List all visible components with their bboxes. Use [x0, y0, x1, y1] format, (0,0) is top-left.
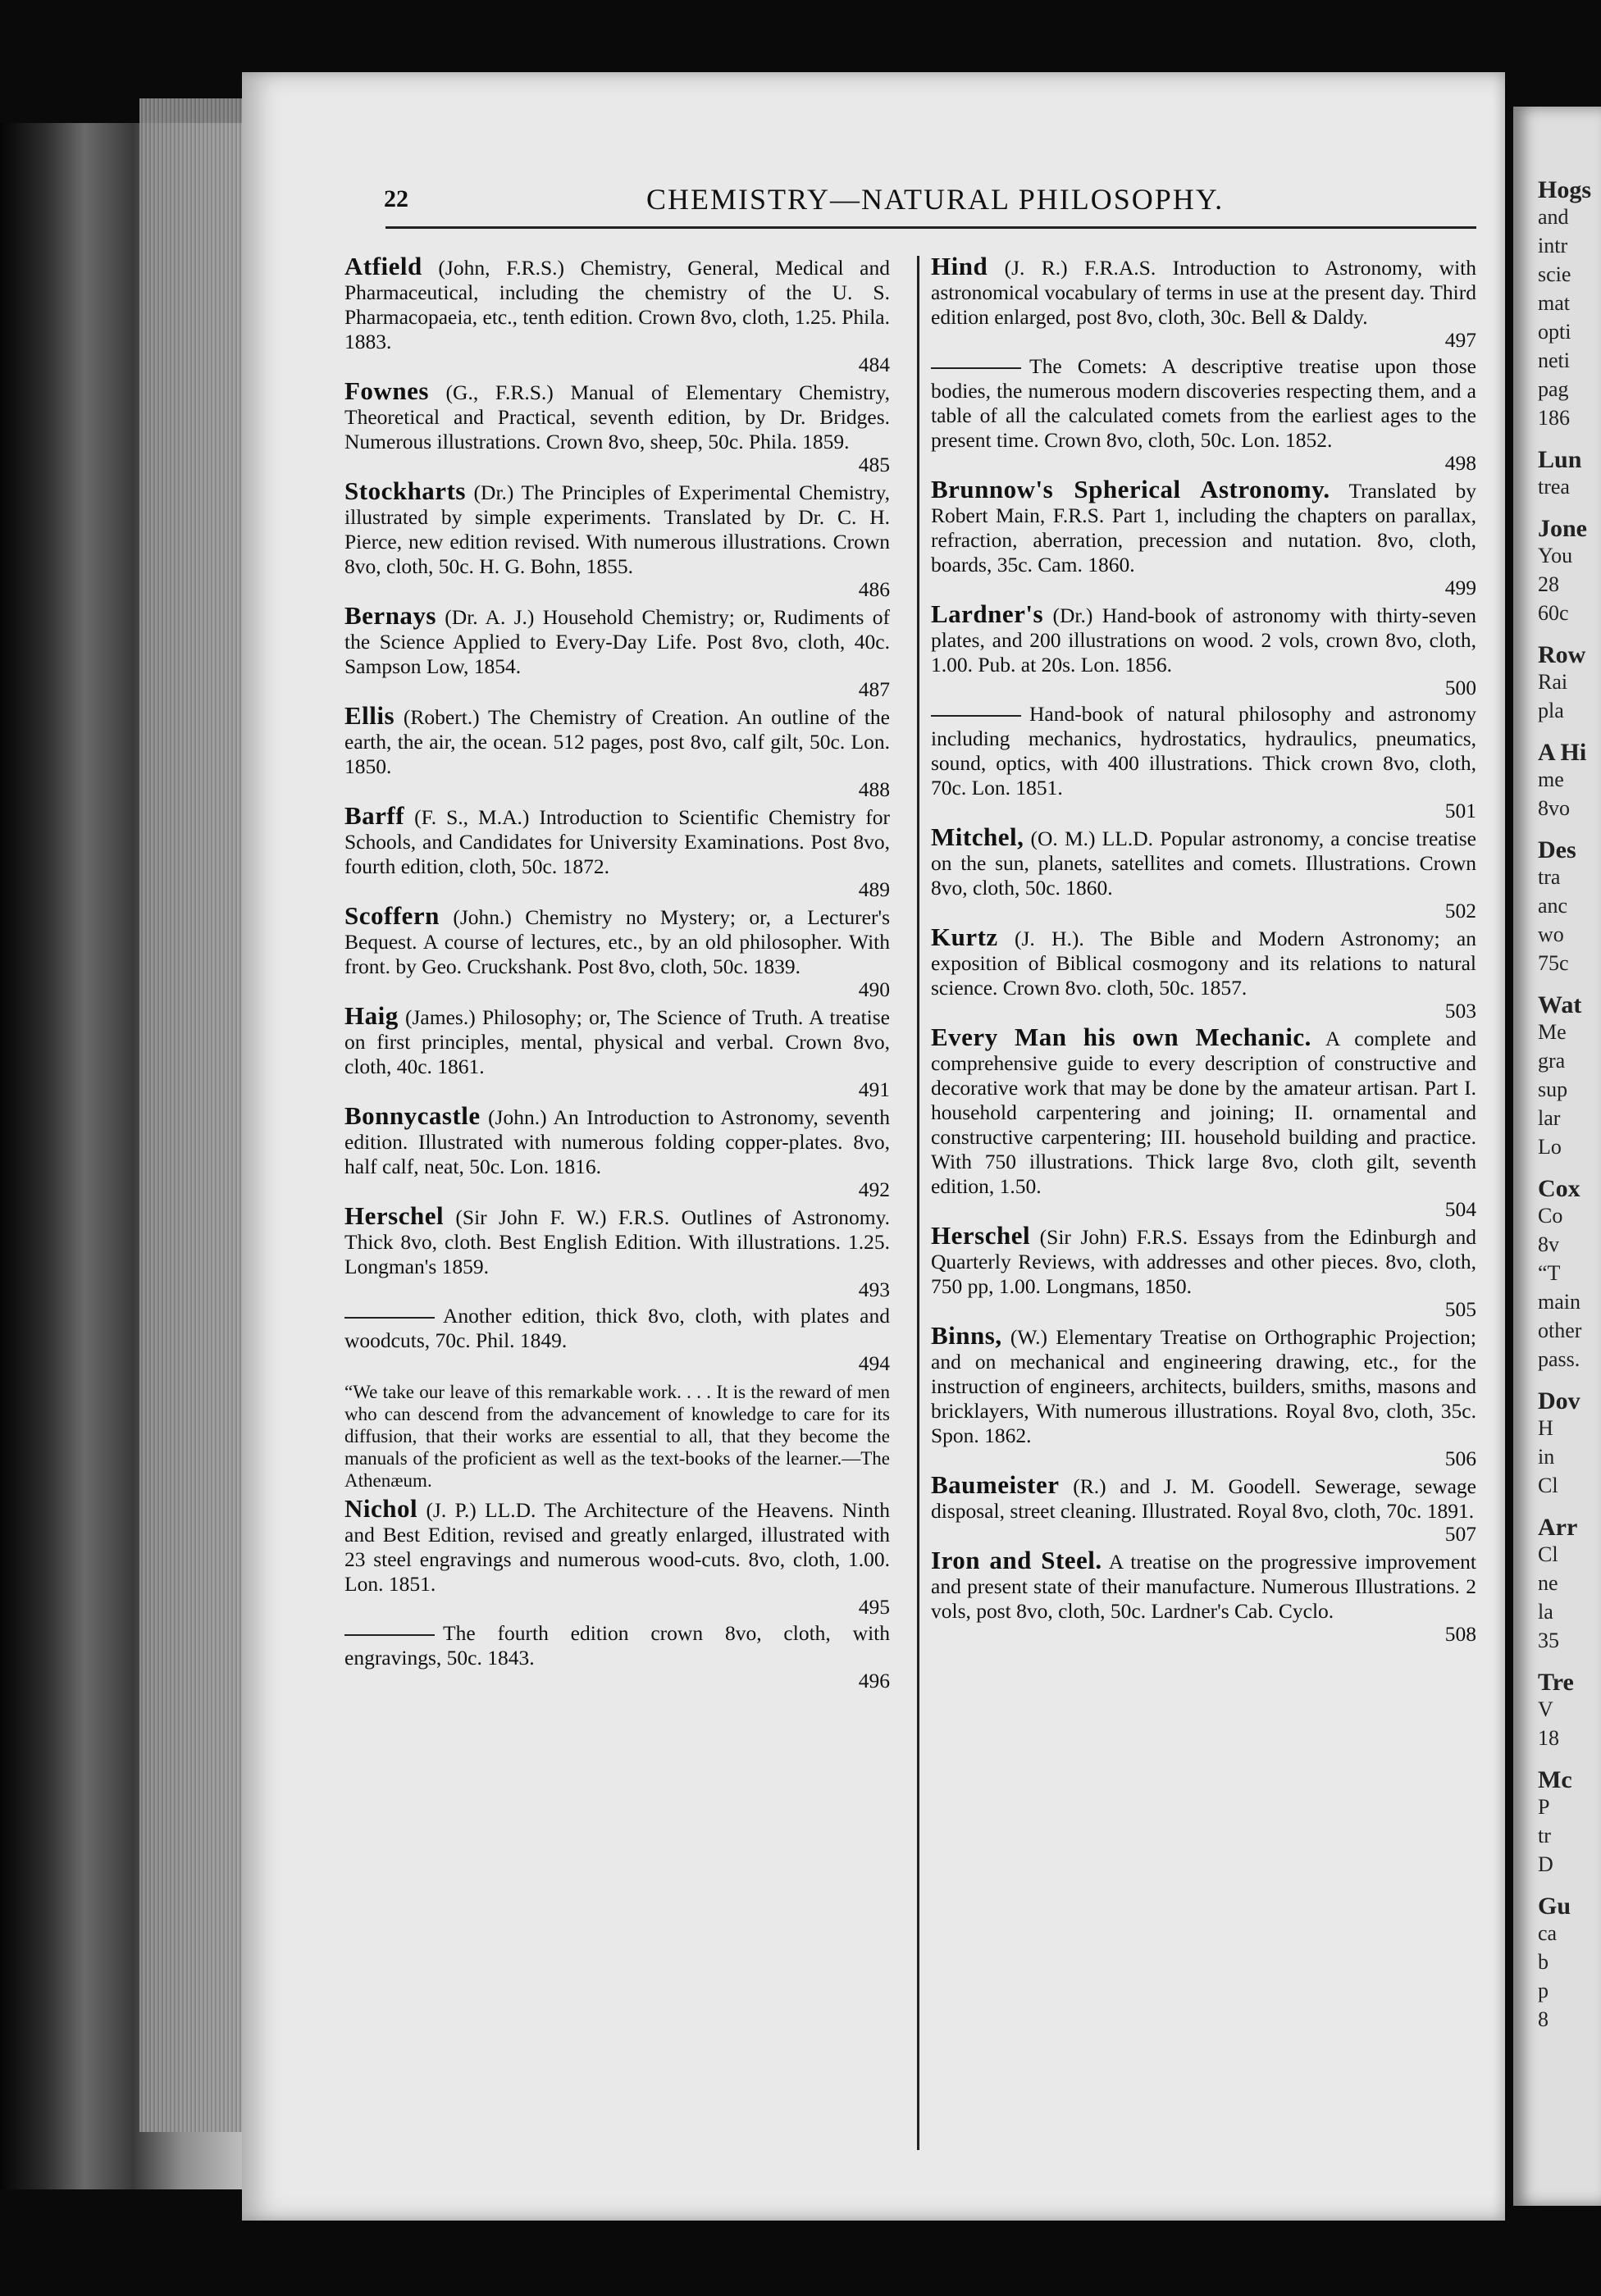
- entry-text: [344, 376, 891, 454]
- entry-description: (R.) and J. M. Goodell. Sewerage, sewage disposal, street cleaning. Illustrated. Royal 8vo, cloth, 70c. 1891.: [931, 1474, 1477, 1523]
- adjacent-page-fragment: mat: [1538, 291, 1570, 315]
- catalog-entry: [344, 701, 890, 802]
- entry-text: [931, 822, 1477, 900]
- adjacent-page-fragment: Co: [1538, 1204, 1563, 1228]
- catalog-entry: [931, 1470, 1477, 1547]
- adjacent-page-fragment: scie: [1538, 262, 1571, 286]
- catalog-entry: [344, 1496, 890, 1620]
- adjacent-page-fragment: me: [1538, 768, 1564, 791]
- adjacent-page-fragment: Tre: [1538, 1669, 1574, 1696]
- page-edges: [139, 98, 242, 2132]
- entry-text: [931, 1323, 1476, 1448]
- adjacent-page-fragment: ne: [1538, 1571, 1558, 1595]
- entry-number: 489: [858, 877, 890, 901]
- entry-number: 491: [858, 1077, 890, 1101]
- entry-author: Herschel: [931, 1221, 1031, 1250]
- entry-description: (J. H.). The Bible and Modern Astronomy; an exposition of Biblical cosmogony and its relations to natural science. Crown 8vo. cloth, 50c. 1857.: [931, 927, 1476, 1000]
- entry-description: (W.) Elementary Treatise on Orthographic Projection; and on mechanical and engineering drawing, etc., for the instruction of engineers, architects, builders, smiths, masons and bricklayers, With numerous illustrations. Royal 8vo, cloth, 35c. Spon. 1862.: [931, 1325, 1476, 1447]
- ditto-rule: [931, 715, 1021, 717]
- entry-description: (G., F.R.S.) Manual of Elementary Chemistry, Theoretical and Practical, seventh edition, by Dr. Bridges. Numerous illustrations. Crown 8vo, sheep, 50c. Phila. 1859.: [344, 380, 891, 453]
- entry-description: (Robert.) The Chemistry of Creation. An outline of the earth, the air, the ocean. 512 pages, post 8vo, calf gilt, 50c. Lon. 1850.: [344, 705, 890, 778]
- catalog-entry: [931, 922, 1476, 1023]
- entry-description: (J. P.) LL.D. The Architecture of the Heavens. Ninth and Best Edition, revised and greatly enlarged, illustrated with 23 steel engravings and numerous wood-cuts. 8vo, cloth, 1.00. Lon. 1851.: [344, 1498, 891, 1596]
- adjacent-page-fragment: main: [1538, 1290, 1580, 1314]
- entry-author: Bonnycastle: [344, 1101, 481, 1130]
- entry-number: 507: [1444, 1522, 1476, 1546]
- adjacent-page-fragment: 8: [1538, 2007, 1549, 2031]
- entry-author: Kurtz: [931, 922, 998, 951]
- adjacent-page-fragment: opti: [1538, 320, 1571, 344]
- left-column: [344, 254, 890, 1695]
- entry-number: 486: [858, 577, 890, 601]
- adjacent-page-fragment: 186: [1538, 406, 1570, 430]
- review-quote: “We take our leave of this remarkable work. . . . It is the reward of men who can descend from the advancement of knowledge to care for its diffusion, that their works are essential to all, that they become the manuals of the proficient as well as the text-books of the learner.—The Athenæum.: [344, 1382, 890, 1491]
- adjacent-page-fragment: la: [1538, 1600, 1553, 1624]
- entry-text: [344, 254, 890, 354]
- adjacent-page-fragment: Row: [1538, 641, 1586, 668]
- entry-number: 499: [1444, 576, 1476, 599]
- catalog-entry: [344, 1304, 890, 1376]
- adjacent-page-fragment: pag: [1538, 377, 1569, 401]
- adjacent-page-fragment: 18: [1538, 1726, 1559, 1750]
- entry-text: [344, 701, 890, 779]
- entry-text: [344, 801, 891, 879]
- entry-author: Binns,: [931, 1321, 1002, 1350]
- catalog-entry: [344, 1201, 891, 1302]
- adjacent-page-fragment: Cl: [1538, 1542, 1558, 1566]
- adjacent-page-fragment: Mc: [1538, 1766, 1572, 1793]
- entry-text: [344, 901, 890, 979]
- entry-text: [931, 702, 1476, 800]
- entry-text: [931, 1025, 1476, 1199]
- adjacent-page-fragment: Rai: [1538, 670, 1568, 694]
- entry-number: 502: [1444, 899, 1476, 922]
- entry-number: 497: [1444, 328, 1476, 352]
- catalog-entry: [931, 702, 1476, 823]
- catalog-entry: [344, 1001, 890, 1102]
- entry-number: 503: [1444, 999, 1476, 1023]
- ditto-rule: [931, 367, 1021, 369]
- entry-number: 490: [858, 977, 890, 1001]
- entry-description: (John.) An Introduction to Astronomy, seventh edition. Illustrated with numerous folding copper-plates. 8vo, half calf, neat, 50c. Lon. 1816.: [344, 1105, 891, 1178]
- column-divider: [917, 256, 919, 2150]
- entry-description: (Dr. A. J.) Household Chemistry; or, Rudiments of the Science Applied to Every-Day Life. Post 8vo, cloth, 40c. Sampson Low, 1854.: [344, 605, 890, 678]
- adjacent-page-fragment: p: [1538, 1979, 1549, 2002]
- entry-number: 505: [1444, 1297, 1476, 1321]
- entry-number: 506: [1444, 1446, 1476, 1470]
- entry-description: A treatise on the progressive improvement and present state of their manufacture. Numerous Illustrations. 2 vols, post 8vo, cloth, 50c. Lardner's Cab. Cyclo.: [931, 1550, 1477, 1623]
- entry-author: Ellis: [344, 701, 395, 730]
- entry-text: [344, 476, 890, 579]
- entry-number: 494: [858, 1351, 890, 1375]
- entry-text: [931, 1470, 1477, 1524]
- adjacent-page-fragment: Cl: [1538, 1474, 1558, 1497]
- page-header: [384, 182, 1245, 223]
- entry-number: 487: [858, 677, 890, 701]
- entry-author: Scoffern: [344, 901, 440, 930]
- adjacent-page-fragment: 75c: [1538, 951, 1569, 975]
- adjacent-page-fragment: A Hi: [1538, 739, 1587, 766]
- entry-number: 498: [1444, 451, 1476, 475]
- adjacent-page-fragment: intr: [1538, 234, 1568, 257]
- adjacent-page-fragment: neti: [1538, 348, 1570, 372]
- entry-text: [344, 1304, 890, 1353]
- entry-author: Fownes: [344, 376, 429, 405]
- adjacent-page-fragment: 35: [1538, 1629, 1559, 1652]
- adjacent-page-fragment: Gu: [1538, 1893, 1571, 1920]
- adjacent-page-fragment: Me: [1538, 1020, 1567, 1044]
- adjacent-page-fragment: ca: [1538, 1921, 1558, 1945]
- entry-description: (Sir John F. W.) F.R.S. Outlines of Astronomy. Thick 8vo, cloth. Best English Edition. With illustrations. 1.25. Longman's 1859.: [344, 1205, 891, 1278]
- catalog-entry: [344, 476, 890, 602]
- entry-text: [344, 1621, 890, 1670]
- entry-number: 508: [1444, 1622, 1476, 1646]
- adjacent-page-fragment: H: [1538, 1416, 1553, 1440]
- entry-text: [931, 254, 1476, 330]
- adjacent-page-fragment: anc: [1538, 894, 1568, 918]
- entry-number: 500: [1444, 676, 1476, 699]
- adjacent-page-fragment: Lo: [1538, 1135, 1562, 1159]
- adjacent-page-fragment: sup: [1538, 1077, 1568, 1101]
- entry-text: [931, 477, 1476, 577]
- adjacent-page-fragment: tra: [1538, 865, 1561, 889]
- entry-author: Brunnow's Spherical Astronomy.: [931, 475, 1330, 503]
- entry-author: Lardner's: [931, 599, 1044, 628]
- catalog-entry: [931, 822, 1477, 923]
- entry-number: 492: [858, 1178, 890, 1201]
- entry-number: 495: [858, 1595, 890, 1619]
- header-rule: [385, 226, 1476, 229]
- adjacent-page-fragment: and: [1538, 205, 1569, 229]
- catalog-entry: [344, 254, 890, 377]
- entry-number: 488: [858, 777, 890, 801]
- entry-description: (F. S., M.A.) Introduction to Scientific Chemistry for Schools, and Candidates for University Examinations. Post 8vo, fourth edition, cloth, 50c. 1872.: [344, 805, 891, 878]
- adjacent-page-fragment: wo: [1538, 922, 1564, 946]
- catalog-entry: [931, 477, 1476, 600]
- catalog-entry: [344, 801, 891, 902]
- entry-author: Barff: [344, 801, 405, 830]
- adjacent-page-fragment: Hogs: [1538, 176, 1592, 203]
- entry-description: (John.) Chemistry no Mystery; or, a Lecturer's Bequest. A course of lectures, etc., by an old philosopher. With front. by Geo. Cruckshank. Post 8vo, cloth, 50c. 1839.: [344, 905, 890, 978]
- adjacent-page-fragment: trea: [1538, 475, 1570, 499]
- entry-number: 484: [858, 353, 890, 376]
- entry-description: The Comets: A descriptive treatise upon those bodies, the numerous modern discoveries respecting them, and a table of all the calculated comets from the earliest ages to the present time. Crown 8vo, cloth, 50c. Lon. 1852.: [931, 354, 1476, 452]
- adjacent-page-fragment: 60c: [1538, 601, 1569, 625]
- entry-author: Every Man his own Mechanic.: [931, 1023, 1311, 1051]
- entry-text: [344, 1001, 890, 1079]
- entry-number: 501: [1444, 799, 1476, 822]
- adjacent-page-fragment: 28: [1538, 572, 1559, 596]
- catalog-entry: [344, 376, 891, 477]
- adjacent-page-fragment: Des: [1538, 836, 1576, 863]
- right-column: [931, 254, 1476, 1648]
- adjacent-page-fragment: other: [1538, 1319, 1582, 1342]
- entry-text: [344, 1201, 891, 1279]
- entry-number: 504: [1444, 1197, 1476, 1221]
- entry-description: (Sir John) F.R.S. Essays from the Edinburgh and Quarterly Reviews, with addresses and other pieces. 8vo, cloth, 750 pp, 1.00. Longmans, 1850.: [931, 1225, 1476, 1298]
- entry-description: A complete and comprehensive guide to every description of constructive and decorative work that may be done by the amateur artisan. Part I. household carpentering and joining; II. ornamental and constructive carpentering; III. household building and practice. With 750 illustrations. Thick large 8vo, cloth gilt, seventh edition, 1.50.: [931, 1027, 1476, 1198]
- adjacent-page-fragment: 8v: [1538, 1232, 1559, 1256]
- entry-description: Translated by Robert Main, F.R.S. Part 1, including the chapters on parallax, refraction, aberration, precession and nutation. 8vo, cloth, boards, 35c. Cam. 1860.: [931, 479, 1476, 576]
- entry-description: The fourth edition crown 8vo, cloth, with engravings, 50c. 1843.: [344, 1621, 890, 1670]
- catalog-entry: [931, 1025, 1476, 1222]
- catalog-entry: [931, 254, 1476, 353]
- catalog-entry: [931, 1548, 1476, 1647]
- entry-author: Iron and Steel.: [931, 1546, 1102, 1574]
- entry-author: Baumeister: [931, 1470, 1060, 1499]
- adjacent-page-fragment: P: [1538, 1795, 1550, 1819]
- adjacent-page-fragment: D: [1538, 1852, 1553, 1876]
- entry-text: [344, 1496, 890, 1597]
- entry-author: Herschel: [344, 1201, 445, 1230]
- entry-description: (O. M.) LL.D. Popular astronomy, a concise treatise on the sun, planets, satellites and comets. Illustrations. Crown 8vo, cloth, 50c. 1860.: [931, 827, 1477, 900]
- adjacent-page: [1513, 107, 1601, 2206]
- entry-number: 485: [858, 453, 890, 476]
- entry-description: (John, F.R.S.) Chemistry, General, Medical and Pharmaceutical, including the chemistry of the U. S. Pharmacopaeia, etc., tenth edition. Crown 8vo, cloth, 1.25. Phila. 1883.: [344, 256, 890, 353]
- adjacent-page-fragment: tr: [1538, 1824, 1551, 1847]
- entry-text: [931, 354, 1476, 453]
- adjacent-page-fragment: in: [1538, 1445, 1555, 1469]
- entry-text: [931, 1548, 1476, 1624]
- entry-author: Nichol: [344, 1494, 418, 1523]
- catalog-entry: [931, 599, 1476, 700]
- entry-text: [344, 1101, 891, 1179]
- adjacent-page-fragment: Lun: [1538, 446, 1582, 473]
- entry-description: (J. R.) F.R.A.S. Introduction to Astronomy, with astronomical vocabulary of terms in use at the present day. Third edition enlarged, post 8vo, cloth, 30c. Bell & Daldy.: [931, 256, 1477, 329]
- ditto-rule: [344, 1317, 435, 1319]
- entry-description: (Dr.) The Principles of Experimental Chemistry, illustrated by simple experiments. Translated by Dr. C. H. Pierce, new edition revised. With numerous illustrations. Crown 8vo, cloth, 50c. H. G. Bohn, 1855.: [344, 481, 890, 578]
- adjacent-page-fragment: lar: [1538, 1106, 1561, 1130]
- adjacent-page-fragment: Jone: [1538, 515, 1587, 542]
- adjacent-page-fragment: pla: [1538, 699, 1564, 722]
- entry-description: Another edition, thick 8vo, cloth, with plates and woodcuts, 70c. Phil. 1849.: [344, 1304, 890, 1352]
- adjacent-page-fragment: You: [1538, 544, 1573, 567]
- catalog-entry: [344, 1621, 890, 1693]
- adjacent-page-fragment: “T: [1538, 1261, 1561, 1285]
- entry-author: Stockharts: [344, 476, 466, 505]
- entry-author: Haig: [344, 1001, 399, 1030]
- entry-description: (James.) Philosophy; or, The Science of Truth. A treatise on first principles, mental, physical and verbal. Crown 8vo, cloth, 40c. 1861.: [344, 1005, 890, 1078]
- entry-text: [931, 922, 1476, 1000]
- catalog-entry: [344, 901, 890, 1002]
- adjacent-page-fragment: gra: [1538, 1049, 1566, 1073]
- entry-text: [344, 601, 890, 679]
- catalog-entry: [931, 354, 1476, 476]
- ditto-rule: [344, 1634, 435, 1636]
- entry-number: 493: [858, 1278, 890, 1301]
- entry-description: (Dr.) Hand-book of astronomy with thirty-seven plates, and 200 illustrations on wood. 2 vols, crown 8vo, cloth, 1.00. Pub. at 20s. Lon. 1856.: [931, 604, 1476, 676]
- running-head: CHEMISTRY—NATURAL PHILOSOPHY.: [646, 183, 1225, 216]
- entry-number: 496: [858, 1669, 890, 1692]
- entry-author: Hind: [931, 252, 988, 280]
- adjacent-page-fragment: Dov: [1538, 1387, 1580, 1414]
- entry-text: [931, 1223, 1476, 1299]
- entry-author: Atfield: [344, 252, 422, 280]
- entry-text: [931, 599, 1476, 677]
- catalog-entry: [931, 1323, 1476, 1471]
- adjacent-page-fragment: Cox: [1538, 1175, 1580, 1202]
- catalog-entry: [931, 1223, 1476, 1322]
- entry-author: Mitchel,: [931, 822, 1024, 851]
- adjacent-page-fragment: Wat: [1538, 991, 1582, 1018]
- adjacent-page-fragment: pass.: [1538, 1347, 1580, 1371]
- catalog-entry: [344, 601, 890, 702]
- entry-author: Bernays: [344, 601, 436, 630]
- adjacent-page-fragment: Arr: [1538, 1514, 1578, 1541]
- page-number: 22: [384, 185, 408, 212]
- adjacent-page-fragment: V: [1538, 1697, 1553, 1721]
- entry-description: Hand-book of natural philosophy and astronomy including mechanics, hydrostatics, hydraulics, pneumatics, sound, optics, with 400 illustrations. Thick crown 8vo, cloth, 70c. Lon. 1851.: [931, 702, 1476, 800]
- catalog-entry: [344, 1101, 891, 1202]
- adjacent-page-fragment: 8vo: [1538, 796, 1570, 820]
- adjacent-page-fragment: b: [1538, 1950, 1549, 1974]
